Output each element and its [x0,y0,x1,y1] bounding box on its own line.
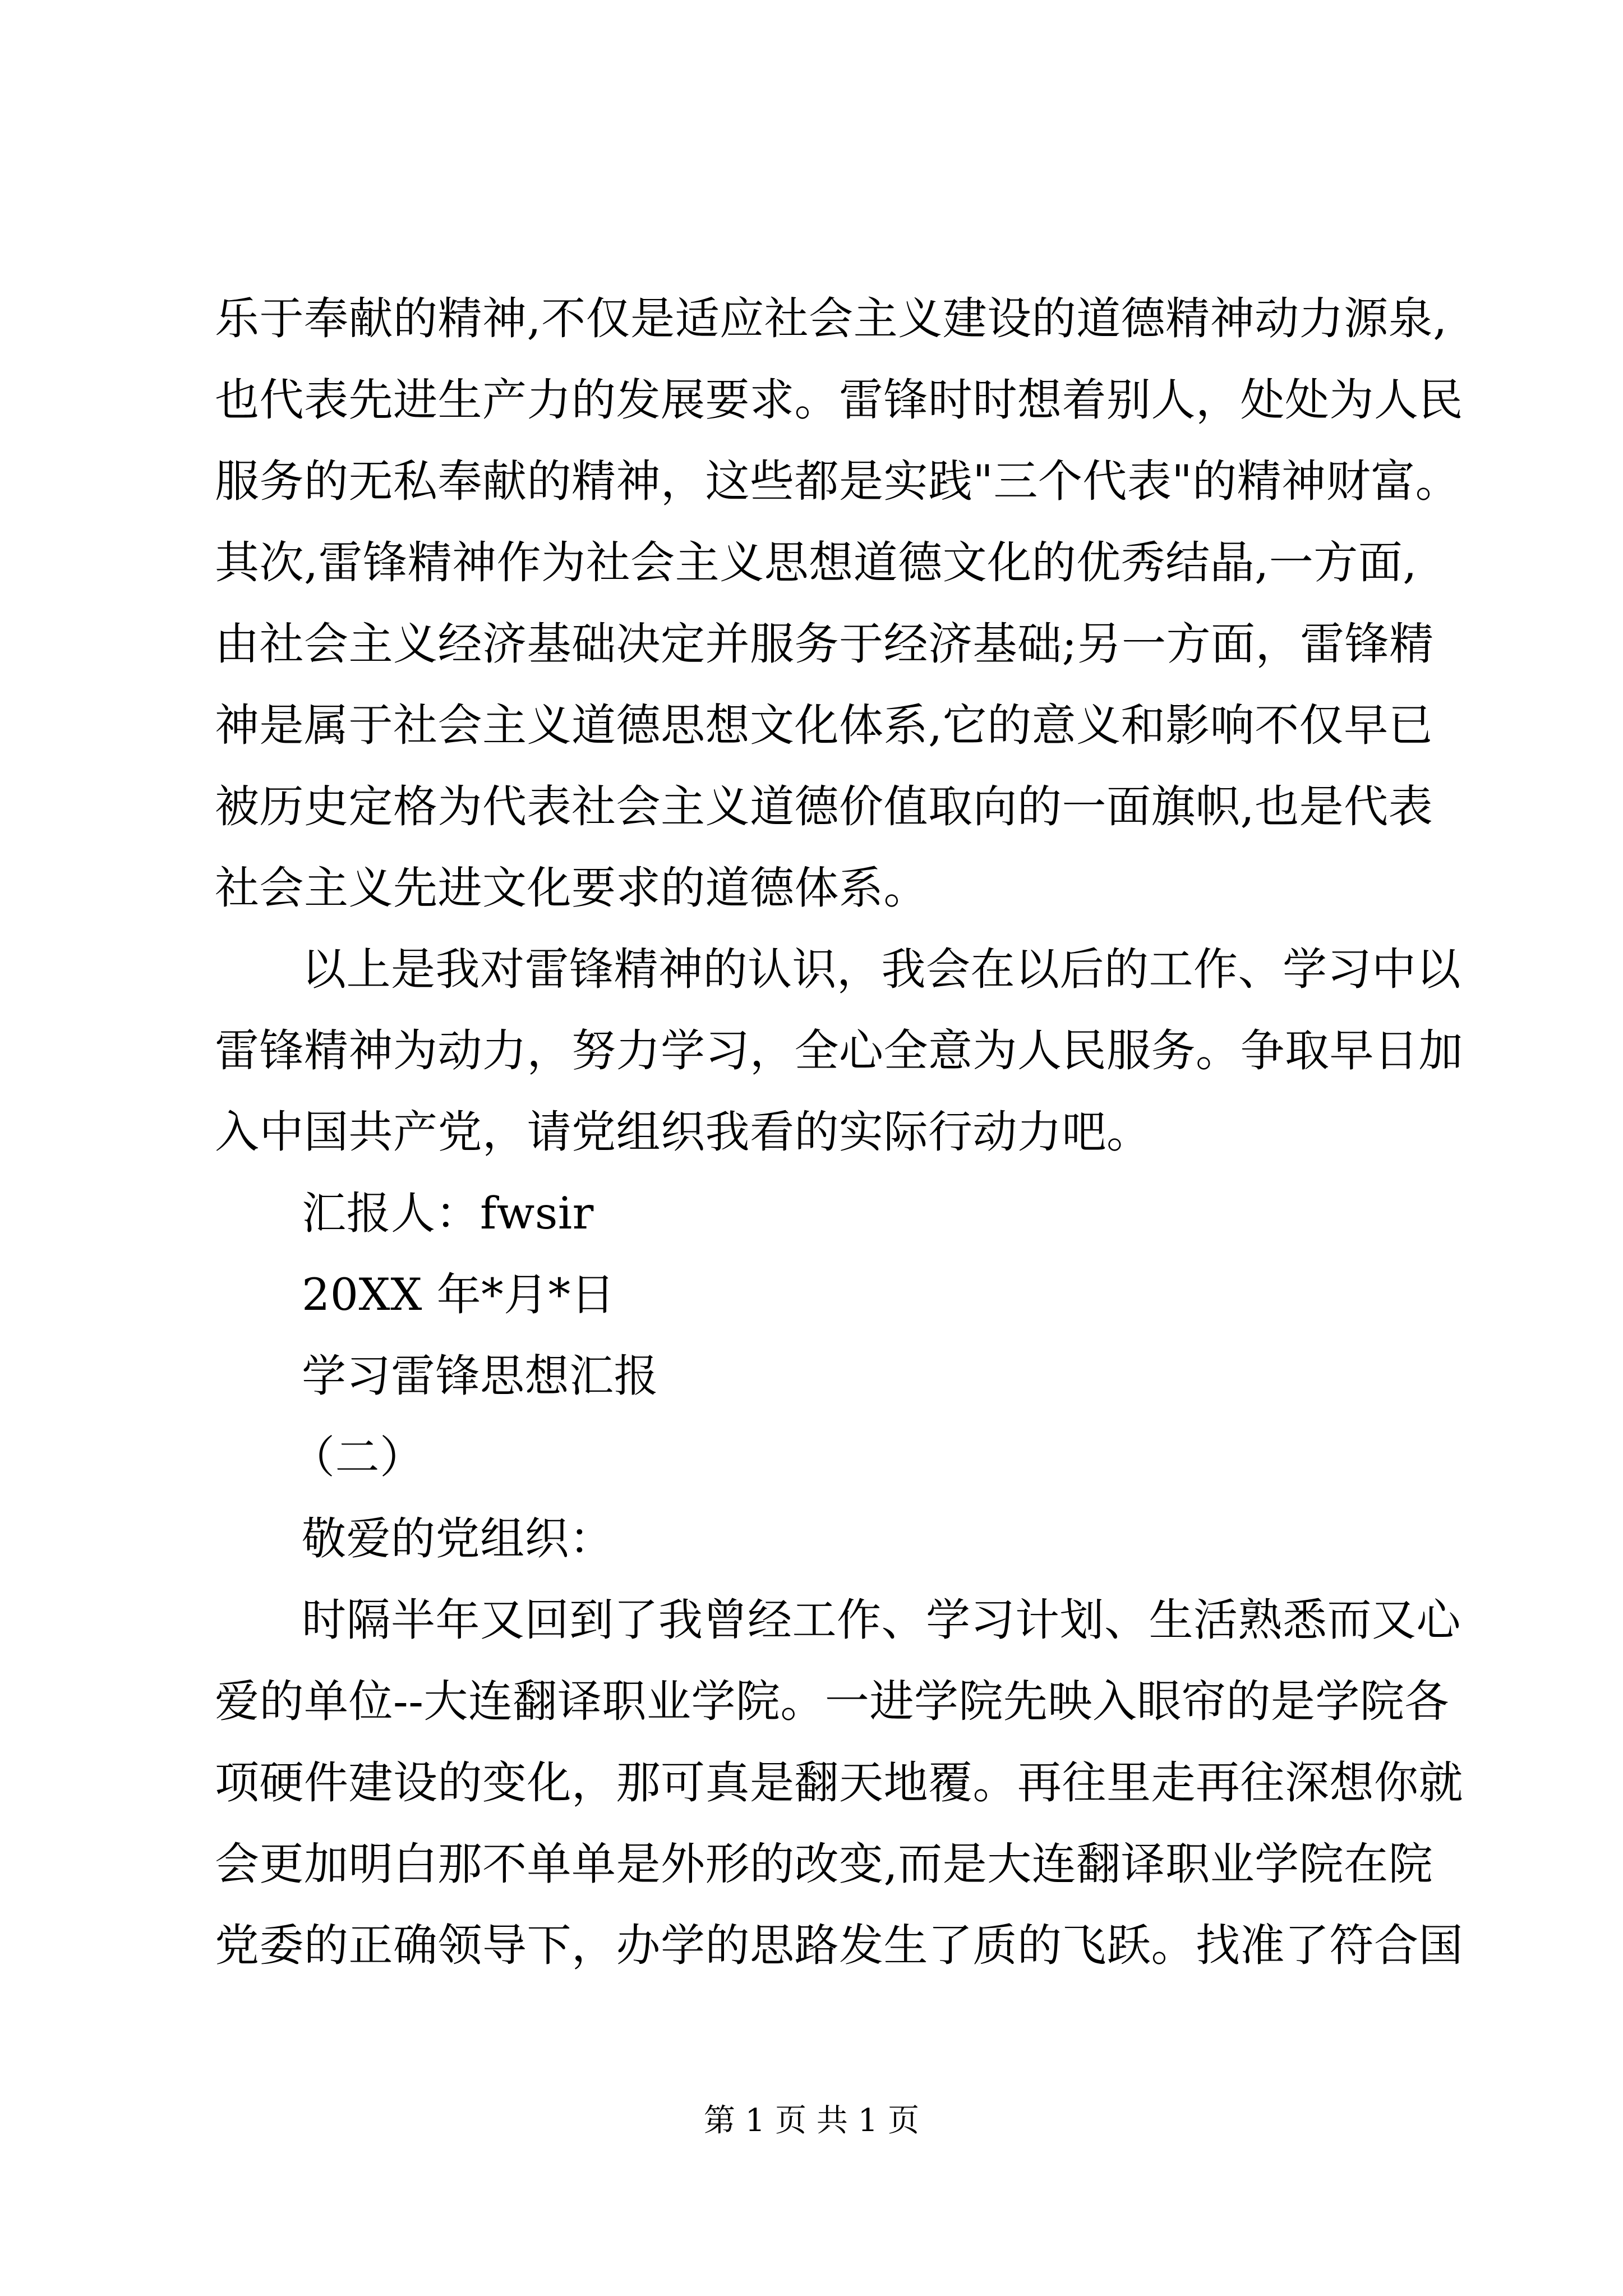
body-line: 雷锋精神为动力，努力学习，全心全意为人民服务。争取早日加 [215,1025,1463,1076]
body-line: 爱的单位--大连翻译职业学院。一进学院先映入眼帘的是学院各 [215,1676,1449,1727]
section-title: 学习雷锋思想汇报 [302,1350,658,1402]
body-line: 神是属于社会主义道德思想文化体系,它的意义和影响不仅早已 [215,700,1433,751]
paragraph-start-line: 以上是我对雷锋精神的认识，我会在以后的工作、学习中以 [302,944,1461,995]
body-line: 由社会主义经济基础决定并服务于经济基础;另一方面，雷锋精 [215,618,1434,670]
salutation: 敬爱的党组织： [302,1513,614,1565]
page-footer: 第 1 页 共 1 页 [703,2102,920,2139]
body-line: 入中国共产党，请党组织我看的实际行动力吧。 [215,1106,1151,1158]
body-line: 社会主义先进文化要求的道德体系。 [215,862,928,914]
date-line: 20XX 年*月*日 [302,1269,616,1320]
body-line: 乐于奉献的精神,不仅是适应社会主义建设的道德精神动力源泉, [215,293,1447,344]
body-line: 党委的正确领导下，办学的思路发生了质的飞跃。找准了符合国 [215,1920,1463,1971]
body-line: 会更加明白那不单单是外形的改变,而是大连翻译职业学院在院 [215,1838,1433,1890]
body-line: 也代表先进生产力的发展要求。雷锋时时想着别人，处处为人民 [215,374,1463,426]
body-line: 项硬件建设的变化，那可真是翻天地覆。再往里走再往深想你就 [215,1757,1463,1809]
paragraph-start-line: 时隔半年又回到了我曾经工作、学习计划、生活熟悉而又心 [302,1594,1461,1646]
reporter-line: 汇报人：fwsir [302,1188,594,1239]
body-line: 服务的无私奉献的精神，这些都是实践"三个代表"的精神财富。 [215,455,1460,507]
section-number: （二） [291,1432,425,1483]
body-line: 被历史定格为代表社会主义道德价值取向的一面旗帜,也是代表 [215,781,1433,832]
body-line: 其次,雷锋精神作为社会主义思想道德文化的优秀结晶,一方面, [215,537,1417,588]
